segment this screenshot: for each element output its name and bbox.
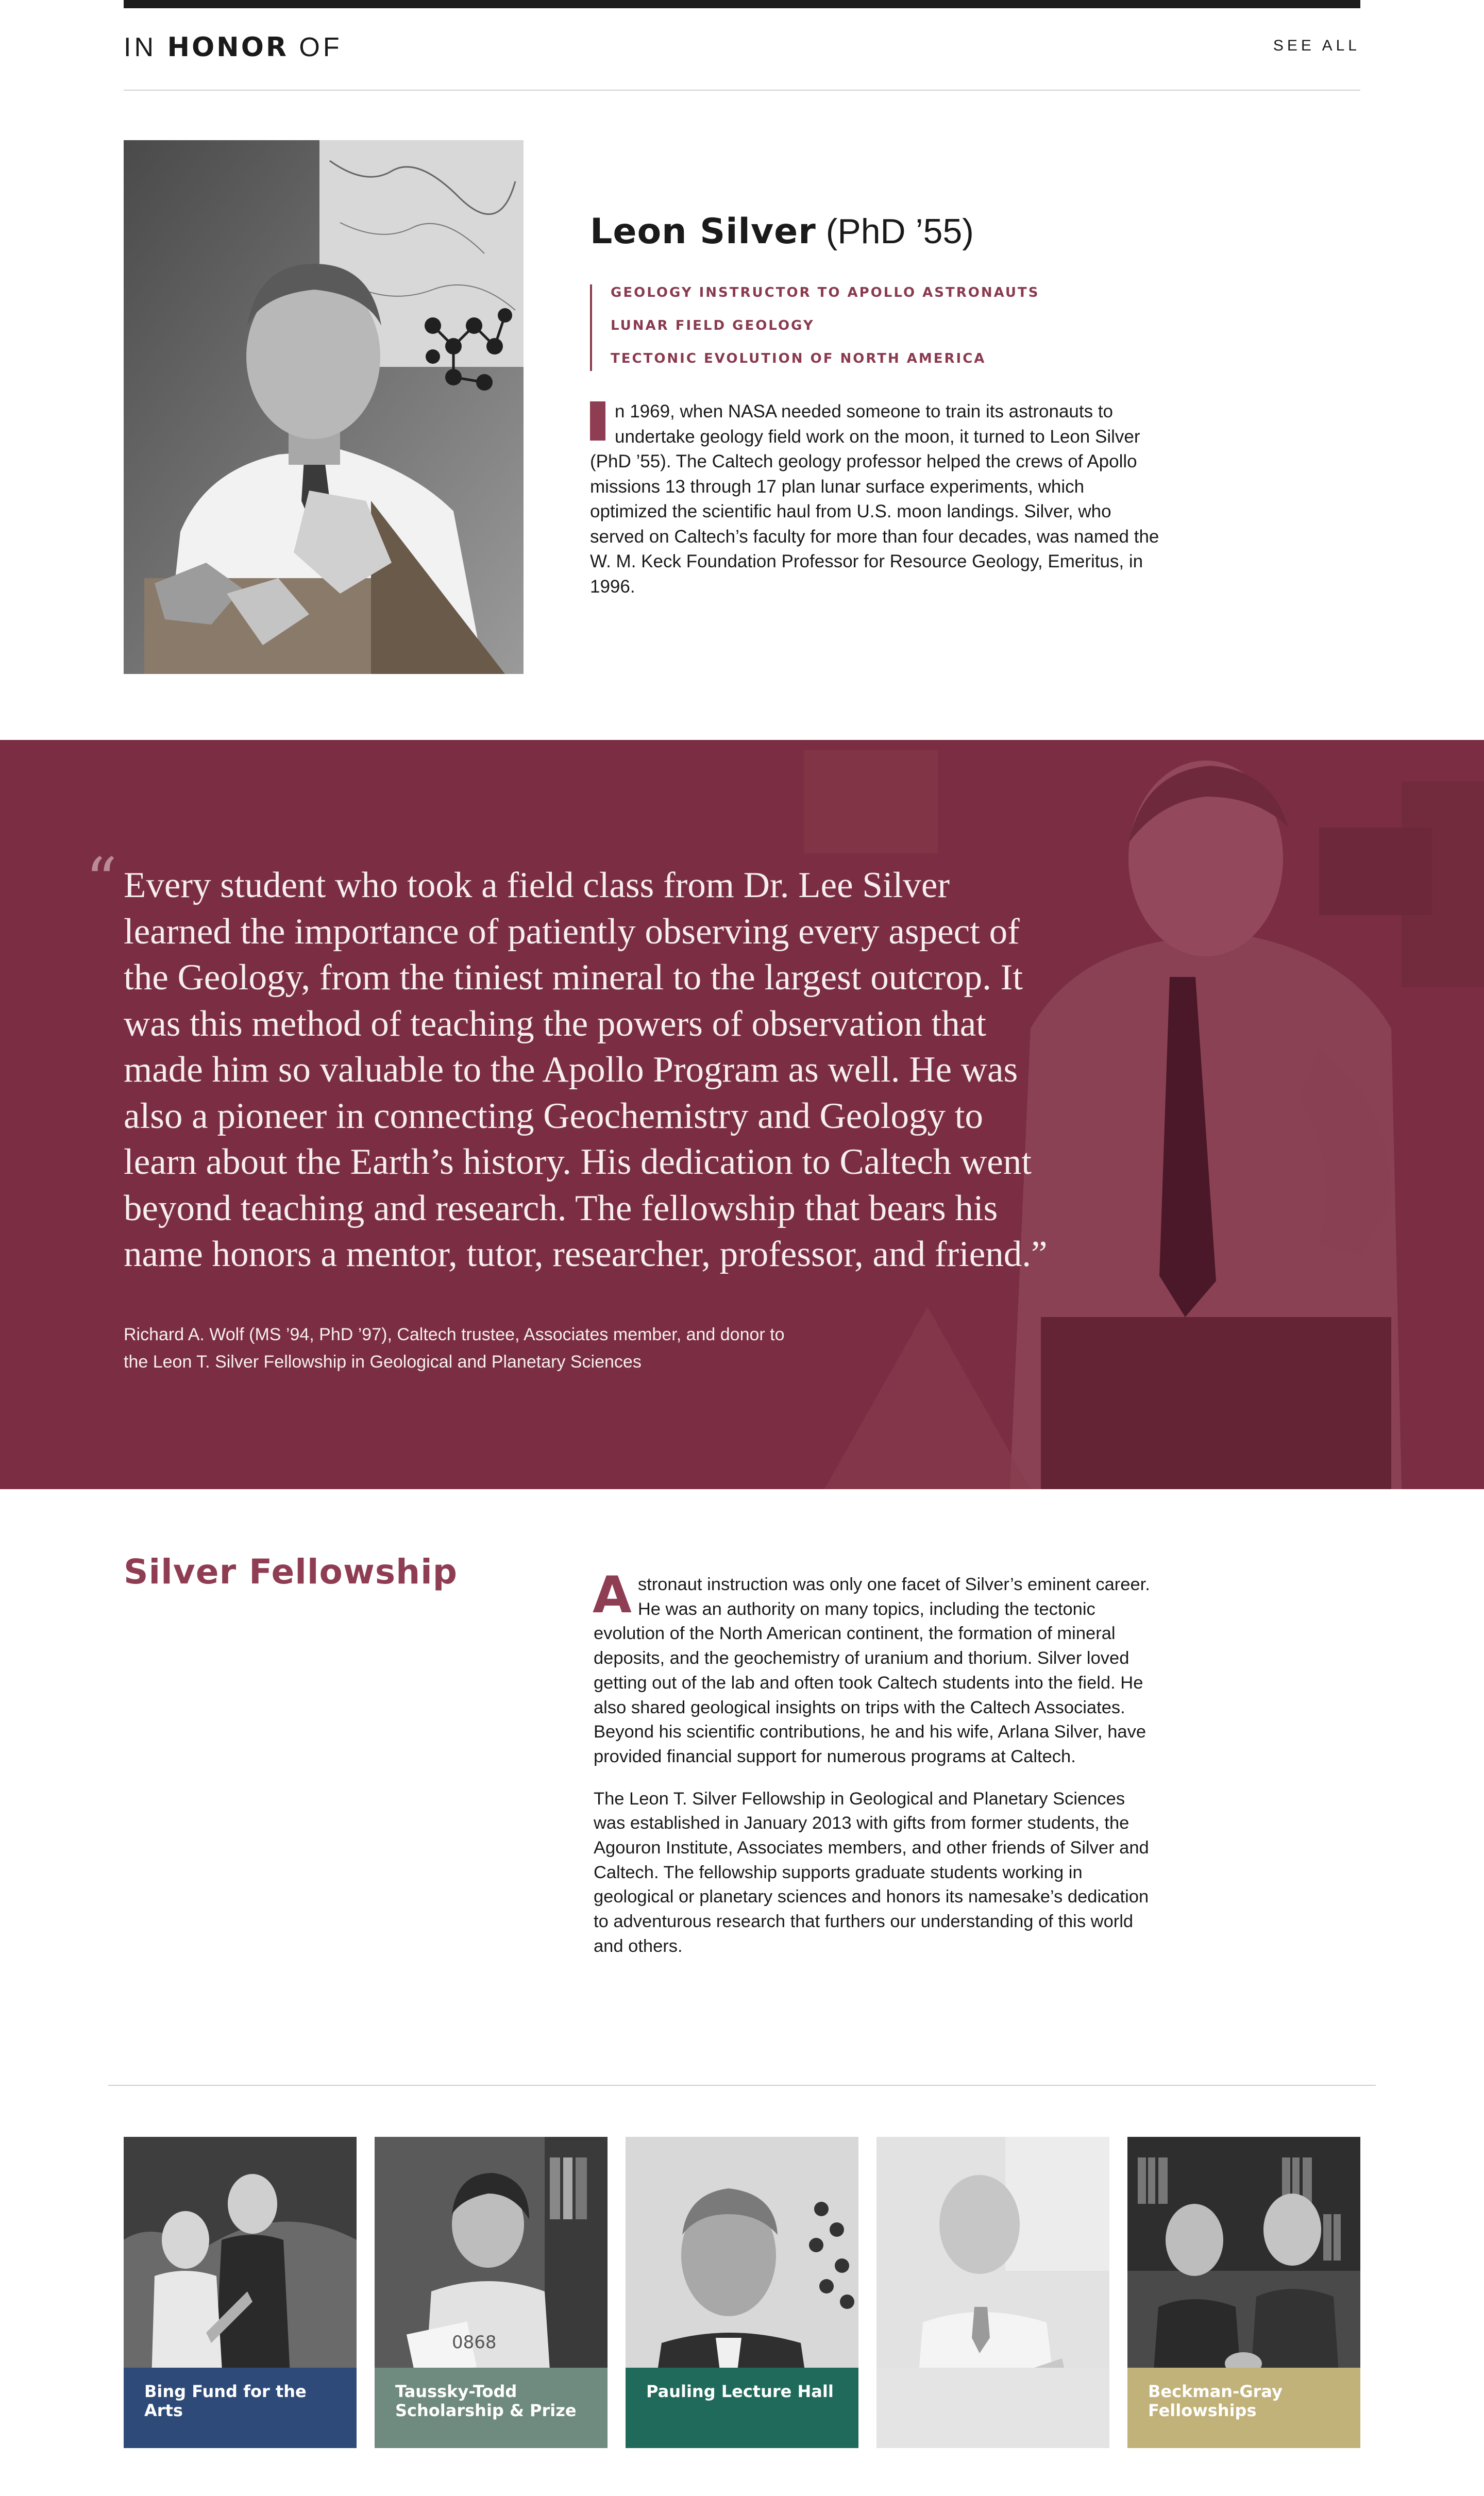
top-accent-bar xyxy=(124,0,1360,8)
topic-item: TECTONIC EVOLUTION OF NORTH AMERICA xyxy=(611,351,986,366)
honoree-name: Leon Silver (PhD ’55) xyxy=(590,211,974,252)
see-all-link[interactable]: SEE ALL xyxy=(1273,37,1360,54)
related-card-beckman-gray[interactable] xyxy=(1127,2137,1360,2448)
quote-text: Every student who took a field class from Dr. Lee Silver learned the importance of patiently observing every aspect of the Geology, from the tiniest mineral to the largest outcrop. It was this method of teaching the powers of observation that made him so valuable to the Apollo Program as well. He was also a pioneer in connecting Geochemistry and Geology to learn about the Earth’s history. His dedication to Caltech went beyond teaching and research. The fellowship that bears his name honors a mentor, tutor, researcher, professor, and friend.” xyxy=(124,865,1048,1274)
fellowship-body xyxy=(593,1566,1160,1959)
card-label: Bing Fund for the Arts xyxy=(124,2368,357,2448)
card-label: Taussky-Todd Scholarship & Prize xyxy=(375,2368,608,2448)
leon-silver-portrait xyxy=(124,140,524,674)
related-card-pauling-lecture-hall[interactable] xyxy=(626,2137,858,2448)
topic-item: LUNAR FIELD GEOLOGY xyxy=(611,318,815,333)
fellowship-paragraph: The Leon T. Silver Fellowship in Geological and Planetary Sciences was established in January 2013 with gifts from former students, the Agouron Institute, Associates members, and other friends of Silver and Caltech. The fellowship supports graduate students working in geological or planetary sciences and honors its namesake’s dedication to adventurous research that furthers our understanding of this world and others. xyxy=(594,1789,1149,1956)
header-divider xyxy=(124,90,1360,91)
honoree-topics xyxy=(590,284,1040,371)
dropcap-letter: A xyxy=(593,1566,632,1625)
svg-text:0868: 0868 xyxy=(452,2332,497,2353)
related-card-taussky-todd[interactable] xyxy=(375,2137,608,2448)
section-divider xyxy=(108,2085,1376,2086)
card-label: Pauling Lecture Hall xyxy=(626,2368,858,2448)
related-card-leon-silver[interactable] xyxy=(876,2137,1109,2448)
quote-attribution: Richard A. Wolf (MS ’94, PhD ’97), Caltech trustee, Associates member, and donor to the Leon T. Silver Fellowship in Geological and Planetary Sciences xyxy=(124,1325,785,1372)
related-card-bing-fund[interactable] xyxy=(124,2137,357,2448)
quote-section xyxy=(0,740,1484,1489)
quote-mark-icon: “ xyxy=(86,845,117,917)
fellowship-paragraph: A stronaut instruction was only one facet of Silver’s eminent career. He was an authority on many topics, including the tectonic evolution of the North American continent, the formation of mineral deposits, and the geochemistry of uranium and thorium. Silver loved getting out of the lab and often took Caltech students into the field. He also shared geological insights on trips with the Caltech Associates. Beyond his scientific contributions, he and his wife, Arlana Silver, have provided financial support for numerous programs at Caltech. xyxy=(593,1566,1150,1766)
card-label: Beckman-Gray Fellowships xyxy=(1127,2368,1360,2448)
section-title: IN HONOR OF xyxy=(124,32,343,63)
topic-item: GEOLOGY INSTRUCTOR TO APOLLO ASTRONAUTS xyxy=(611,285,1040,300)
dropcap-marker xyxy=(590,401,605,441)
card-label xyxy=(876,2368,1109,2448)
fellowship-title: Silver Fellowship xyxy=(124,1552,458,1592)
honoree-bio: n 1969, when NASA needed someone to train its astronauts to undertake geology field work on the moon, it turned to Leon Silver (PhD ’55). The Caltech geology professor helped the crews of Apollo missions 13 through 17 plan lunar surface experiments, which optimized the scientific haul from U.S. moon landings. Silver, who served on Caltech’s faculty for more than four decades, was named the W. M. Keck Foundation Professor for Resource Geology, Emeritus, in 1996. xyxy=(590,401,1159,597)
